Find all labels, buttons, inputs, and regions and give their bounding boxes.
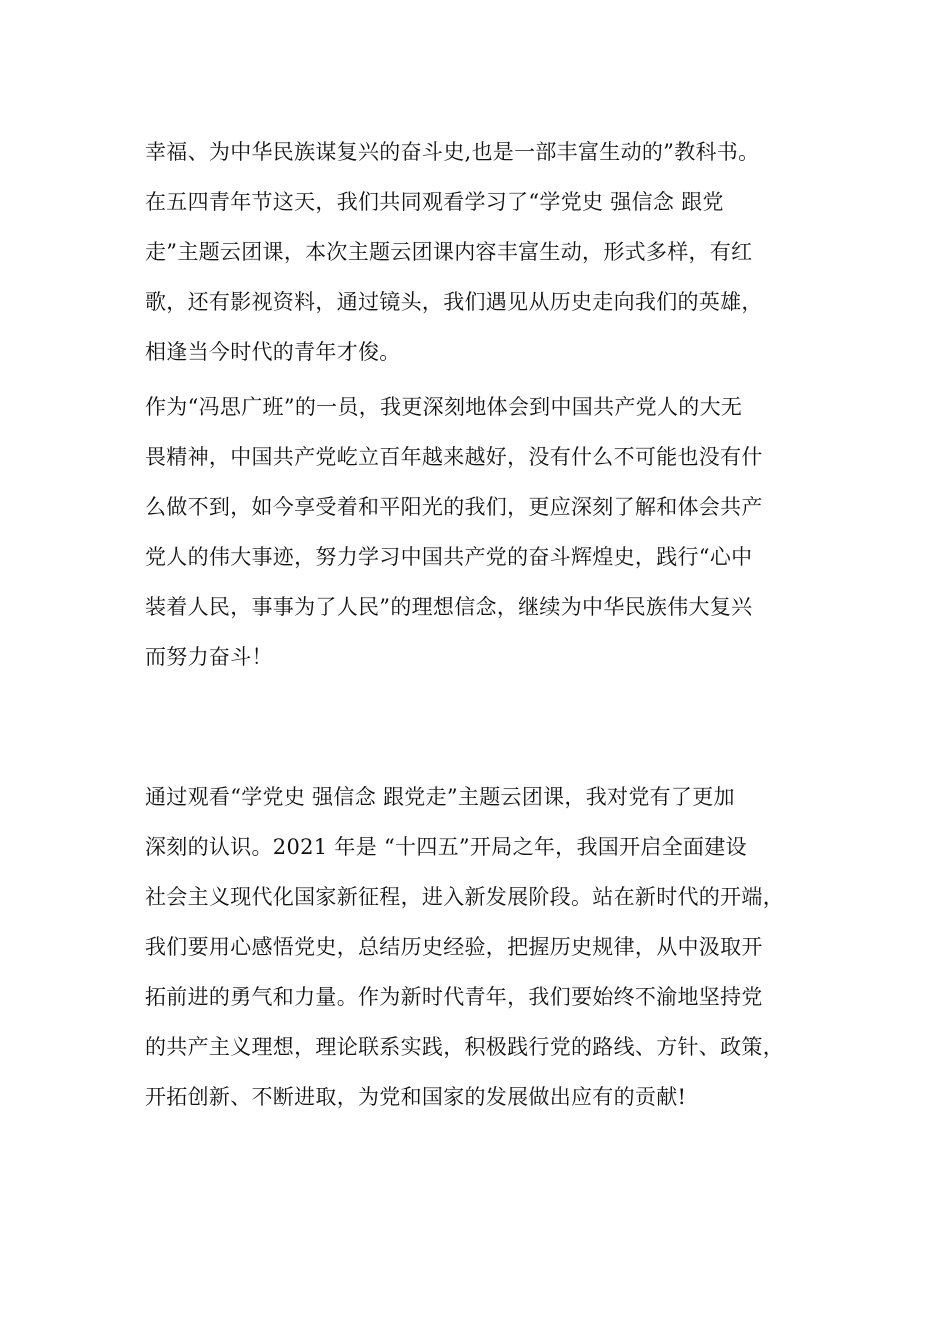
text-line: 作为“冯思广班”的一员，我更深刻地体会到中国共产党人的大无 xyxy=(145,395,743,419)
text-line: 相逢当今时代的青年才俊。 xyxy=(145,340,401,364)
text-line: 深刻的认识。2021 年是 “十四五”开局之年，我国开启全面建设 xyxy=(145,835,747,859)
text-line: 党人的伟大事迹，努力学习中国共产党的奋斗辉煌史，践行“心中 xyxy=(145,545,753,569)
text-line: 的共产主义理想，理论联系实践，积极践行党的路线、方针、政策， xyxy=(145,1035,784,1059)
text-line: 而努力奋斗！ xyxy=(145,645,273,669)
text-line: 我们要用心感悟党史，总结历史经验，把握历史规律，从中汲取开 xyxy=(145,935,763,959)
paragraph xyxy=(145,382,825,682)
text-line: 开拓创新、不断进取，为党和国家的发展做出应有的贡献! xyxy=(145,1085,687,1109)
text-line: 畏精神，中国共产党屹立百年越来越好，没有什么不可能也没有什 xyxy=(145,445,763,469)
text-line: 幸福、为中华民族谋复兴的奋斗史,也是一部丰富生动的”教科书。 xyxy=(145,140,760,164)
text-line: 么做不到，如今享受着和平阳光的我们，更应深刻了解和体会共产 xyxy=(145,495,763,519)
paragraph xyxy=(145,127,825,377)
text-line: 社会主义现代化国家新征程，进入新发展阶段。站在新时代的开端， xyxy=(145,885,784,909)
text-line: 装着人民，事事为了人民”的理想信念，继续为中华民族伟大复兴 xyxy=(145,595,753,619)
text-line: 歌，还有影视资料，通过镜头，我们遇见从历史走向我们的英雄， xyxy=(145,290,763,314)
text-line: 在五四青年节这天，我们共同观看学习了“学党史 强信念 跟党 xyxy=(145,190,724,214)
text-line: 拓前进的勇气和力量。作为新时代青年，我们要始终不渝地坚持党 xyxy=(145,985,763,1009)
text-line: 走”主题云团课，本次主题云团课内容丰富生动，形式多样，有红 xyxy=(145,240,753,264)
paragraph xyxy=(145,772,825,1122)
text-line: 通过观看“学党史 强信念 跟党走”主题云团课，我对党有了更加 xyxy=(145,785,735,809)
